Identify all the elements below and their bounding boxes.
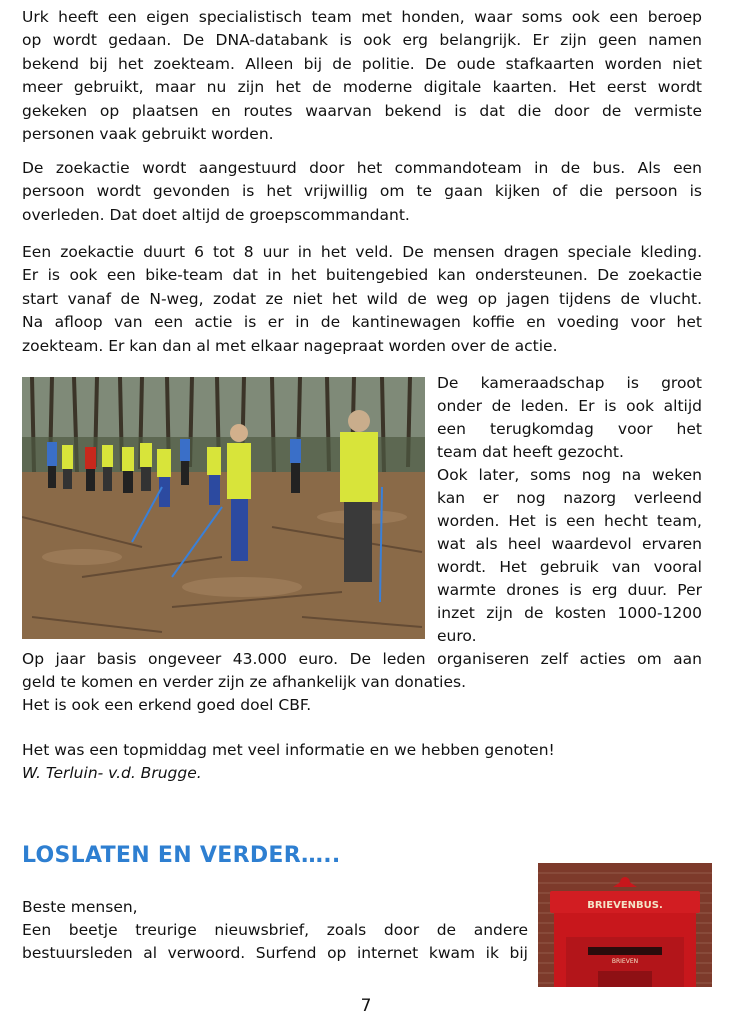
- text-line: worden. Het is een hecht team,: [437, 512, 702, 530]
- paragraph-command: [22, 157, 702, 227]
- text-line: wat als heel waardevol ervaren: [437, 535, 702, 553]
- text-line: Na afloop van een actie is er in de kantinewagen koffie en voeding voor het: [22, 313, 702, 332]
- paragraph-search-duration: [22, 241, 702, 358]
- red-postbox-illustration: [538, 863, 712, 987]
- forest-search-illustration: [22, 377, 425, 639]
- text-line: inzet zijn de kosten 1000-1200: [437, 604, 702, 622]
- text-line: zoekteam. Er kan dan al met elkaar nagepraat worden over de actie.: [22, 336, 558, 355]
- text-line: Urk heeft een eigen specialistisch team met honden, waar soms ook een beroep: [22, 8, 702, 26]
- postbox-sub-label: BRIEVEN: [611, 958, 639, 965]
- author-signature: W. Terluin- v.d. Brugge.: [22, 764, 202, 782]
- text-line: gekeken op plaatsen en routes waarvan bekend is dat die door de vermiste: [22, 101, 702, 120]
- text-line: team dat heeft gezocht.: [437, 443, 624, 461]
- closing-sentence: Het was een topmiddag met veel informatie en we hebben genoten!: [22, 741, 555, 759]
- text-line: Beste mensen,: [22, 898, 138, 916]
- search-team-photo: [22, 377, 425, 639]
- text-line: start vanaf de N-weg, zodat ze niet het wild de weg op jagen tijdens de vlucht.: [22, 289, 702, 308]
- text-line: personen vaak gebruikt worden.: [22, 125, 274, 144]
- text-line: kan er nog nazorg verleend: [437, 489, 702, 507]
- page-number: 7: [360, 996, 372, 1016]
- text-line: Het is ook een erkend goed doel CBF.: [22, 696, 312, 714]
- text-line: euro.: [437, 627, 477, 645]
- text-line: warmte drones is erg duur. Per: [437, 581, 702, 599]
- text-line: Ook later, soms nog na weken: [437, 466, 702, 484]
- text-line: geld te komen en verder zijn ze afhankelijk van donaties.: [22, 673, 467, 691]
- text-line: een terugkomdag voor het: [437, 420, 702, 438]
- text-line: wordt. Het gebruik van vooral: [437, 558, 702, 576]
- postbox-photo: [538, 863, 712, 987]
- text-line: onder de leden. Er is ook altijd: [437, 397, 702, 415]
- text-line: meer gebruikt, maar nu zijn het de moderne digitale kaarten. Het eerst wordt: [22, 78, 702, 97]
- side-paragraph: [437, 372, 702, 648]
- text-line: overleden. Dat doet altijd de groepscommandant.: [22, 205, 410, 224]
- text-line: Op jaar basis ongeveer 43.000 euro. De leden organiseren zelf acties om aan: [22, 650, 702, 668]
- closing-block: [22, 739, 702, 785]
- text-line: De zoekactie wordt aangestuurd door het commandoteam in de bus. Als een: [22, 159, 702, 177]
- text-line: Er is ook een bike-team dat in het buitengebied kan ondersteunen. De zoekactie: [22, 266, 702, 285]
- section-heading: LOSLATEN EN VERDER…..: [22, 843, 341, 868]
- paragraph-costs: [22, 648, 702, 717]
- postbox-label: BRIEVENBUS.: [587, 900, 663, 911]
- text-line: Een zoekactie duurt 6 tot 8 uur in het veld. De mensen dragen speciale kleding.: [22, 243, 702, 261]
- section-intro: [22, 896, 528, 965]
- text-line: persoon wordt gevonden is het vrijwillig om te gaan kijken of die persoon is: [22, 182, 702, 201]
- paragraph-team-resources: [22, 6, 702, 146]
- text-line: op wordt gedaan. De DNA-databank is ook erg belangrijk. Er zijn geen namen: [22, 31, 702, 50]
- text-line: Een beetje treurige nieuwsbrief, zoals door de andere: [22, 921, 528, 939]
- text-line: bestuursleden al verwoord. Surfend op internet kwam ik bij: [22, 944, 528, 962]
- text-line: De kameraadschap is groot: [437, 374, 702, 392]
- text-line: bekend bij het zoekteam. Alleen bij de politie. De oude stafkaarten worden niet: [22, 54, 702, 73]
